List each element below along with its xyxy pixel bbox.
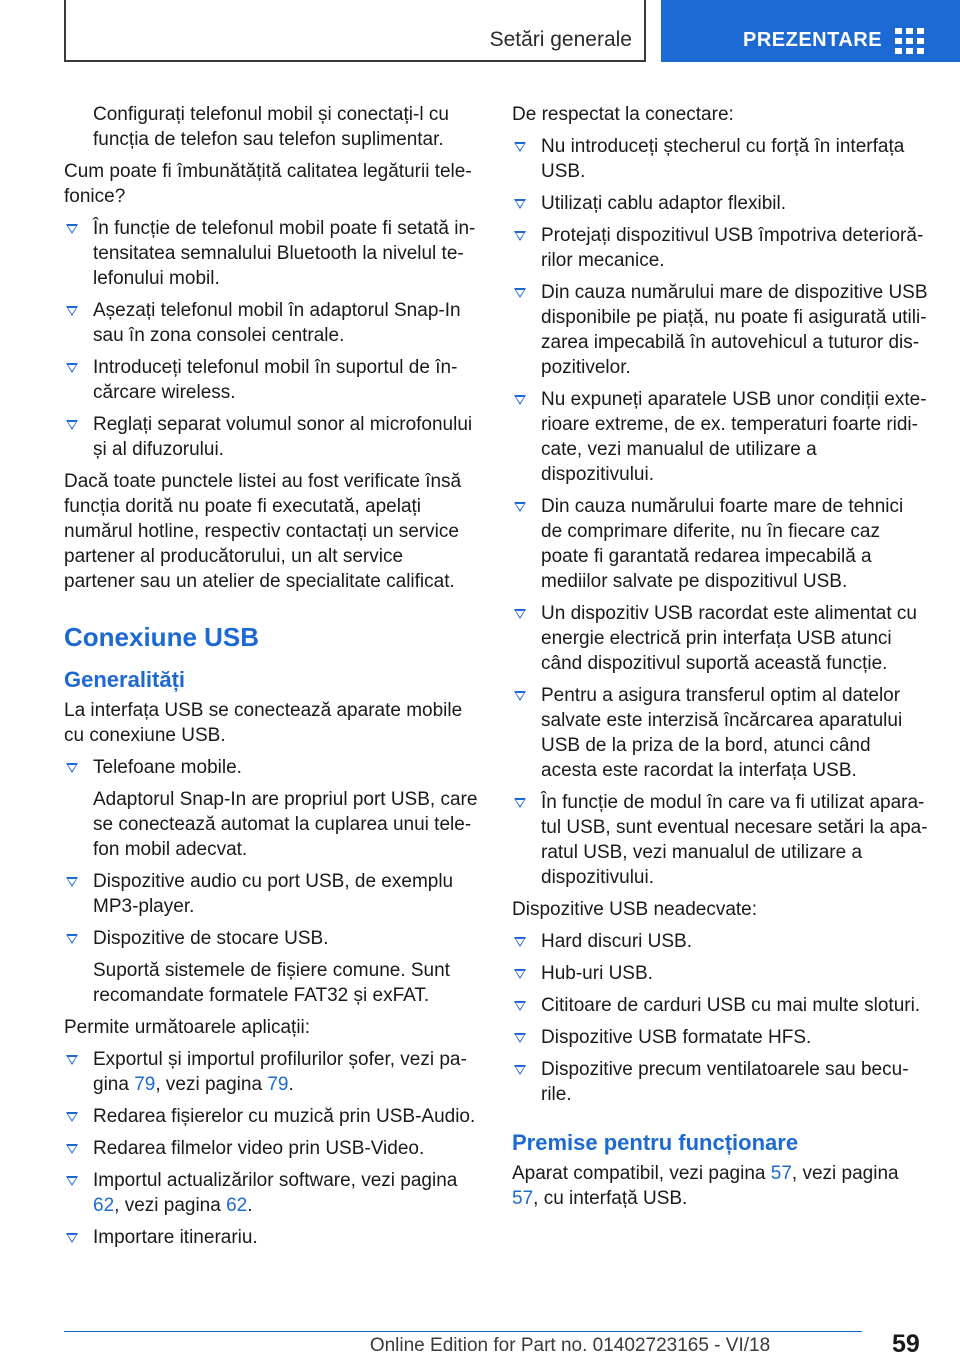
list-item-text: În funcție de telefonul mobil poate fi setată intensitatea semnalului Bluetooth la nivelul telefonului mobil. xyxy=(93,218,476,289)
paragraph-text: , cu interfață USB. xyxy=(533,1188,688,1209)
list-item-text: Nu expuneți aparatele USB unor condiții exterioare extreme, de ex. temperaturi foarte ridicate, vezi manualul de utilizare a dispozitivului. xyxy=(541,389,927,485)
list-item-text: . xyxy=(288,1074,294,1095)
footer-divider xyxy=(64,1331,862,1332)
list-item-text: Dispozitive audio cu port USB, de exemplu MP3-player. xyxy=(93,871,454,917)
paragraph xyxy=(512,1161,928,1211)
list-item xyxy=(64,869,478,919)
list-item xyxy=(512,280,928,380)
list-item-text: Protejați dispozitivul USB împotriva deteriorărilor mecanice. xyxy=(541,225,924,271)
bullet-triangle-icon xyxy=(514,231,526,241)
grid-menu-icon xyxy=(895,28,925,54)
subsection-heading: Premise pentru funcționare xyxy=(512,1130,799,1155)
page-link-57[interactable]: 57 xyxy=(770,1163,792,1184)
list-item-text: Cititoare de carduri USB cu mai multe sloturi. xyxy=(541,995,921,1016)
list-item xyxy=(512,134,928,184)
bullet-triangle-icon xyxy=(514,969,526,979)
section-title: Setări generale xyxy=(489,28,632,51)
left-column xyxy=(64,102,478,1257)
list-item-text: Din cauza numărului foarte mare de tehnici de comprimare diferite, nu în fiecare caz poate fi garantată redarea impecabilă a mediilor salvate pe dispozitivul USB. xyxy=(541,496,904,592)
list-item xyxy=(512,1057,928,1107)
list-item-text: Redarea fișierelor cu muzică prin USB-Audio. xyxy=(93,1106,476,1127)
list-item xyxy=(512,191,928,216)
bullet-triangle-icon xyxy=(514,288,526,298)
list-item-text: Redarea filmelor video prin USB-Video. xyxy=(93,1138,425,1159)
list-item-text: . xyxy=(247,1195,253,1216)
list-item-text: Dispozitive precum ventilatoarele sau becurile. xyxy=(541,1059,909,1105)
paragraph: De respectat la conectare: xyxy=(512,104,734,125)
list-item-text: Exportul și importul profilurilor șofer, vezi pagina xyxy=(93,1049,467,1095)
paragraph-text: Aparat compatibil, vezi pagina xyxy=(512,1163,771,1184)
subsection-heading: Generalități xyxy=(64,667,186,692)
list-item xyxy=(512,683,928,783)
page-link-57[interactable]: 57 xyxy=(512,1188,534,1209)
bullet-triangle-icon xyxy=(514,609,526,619)
list-item xyxy=(64,298,478,348)
list-item xyxy=(512,387,928,487)
paragraph: La interfața USB se conectează aparate mobile cu conexiune USB. xyxy=(64,700,463,746)
paragraph: Configurați telefonul mobil și conectați-l cu funcția de telefon sau telefon suplimentar. xyxy=(93,104,449,150)
list-item xyxy=(512,961,928,986)
bullet-triangle-icon xyxy=(514,798,526,808)
list-item-detail: Suportă sistemele de fișiere comune. Sunt recomandate formatele FAT32 și exFAT. xyxy=(93,960,450,1006)
list-item-text: Reglați separat volumul sonor al microfonului și al difuzorului. xyxy=(93,414,473,460)
bullet-triangle-icon xyxy=(514,691,526,701)
list-item xyxy=(64,755,478,780)
section-heading: Conexiune USB xyxy=(64,622,260,652)
list-item xyxy=(64,1168,478,1218)
list-item xyxy=(64,926,478,951)
list-item-detail: Adaptorul Snap-In are propriul port USB, care se conectează automat la cuplarea unui telefon mobil adecvat. xyxy=(93,789,478,860)
bullet-triangle-icon xyxy=(66,877,78,887)
right-column xyxy=(512,102,928,1218)
list-item xyxy=(512,494,928,594)
list-item xyxy=(64,216,478,291)
chapter-tab[interactable] xyxy=(661,0,960,62)
list-item-text: Hub-uri USB. xyxy=(541,963,653,984)
list-item-text: Așezați telefonul mobil în adaptorul Snap-In sau în zona consolei centrale. xyxy=(93,300,461,346)
page-number: 59 xyxy=(892,1330,920,1358)
list-item-text: Pentru a asigura transferul optim al datelor salvate este interzisă încărcarea aparatului USB de la priza de la bord, atunci când acesta este racordat la interfața USB. xyxy=(541,685,903,781)
header-frame xyxy=(64,0,646,62)
list-item-text: Utilizați cablu adaptor flexibil. xyxy=(541,193,787,214)
list-item xyxy=(512,601,928,676)
list-item xyxy=(64,355,478,405)
bullet-triangle-icon xyxy=(514,142,526,152)
list-item xyxy=(64,1047,478,1097)
bullet-triangle-icon xyxy=(514,395,526,405)
bullet-triangle-icon xyxy=(66,1144,78,1154)
list-item-text: Nu introduceți ștecherul cu forță în interfața USB. xyxy=(541,136,905,182)
list-item xyxy=(64,1225,478,1250)
bullet-triangle-icon xyxy=(66,934,78,944)
paragraph: Permite următoarele aplicații: xyxy=(64,1017,311,1038)
paragraph: Dispozitive USB neadecvate: xyxy=(512,899,758,920)
list-item-text: În funcție de modul în care va fi utilizat aparatul USB, sunt eventual necesare setări la aparatul USB, vezi manualul de utilizare a dispozitivului. xyxy=(541,792,928,888)
chapter-label: PREZENTARE xyxy=(743,29,883,51)
list-item-text: Telefoane mobile. xyxy=(93,757,242,778)
bullet-triangle-icon xyxy=(514,199,526,209)
page-link-62[interactable]: 62 xyxy=(226,1195,248,1216)
list-item xyxy=(512,790,928,890)
list-item-text: , vezi pagina xyxy=(155,1074,268,1095)
paragraph-text: , vezi pagina xyxy=(791,1163,899,1184)
paragraph: Dacă toate punctele listei au fost verificate însă funcția dorită nu poate fi executată, apelați numărul hotline, respectiv contactați un service partener al producătorului, un alt service partener sau un atelier de specialitate calificat. xyxy=(64,471,462,592)
bullet-triangle-icon xyxy=(514,1001,526,1011)
list-item-text: Hard discuri USB. xyxy=(541,931,692,952)
page-link-79[interactable]: 79 xyxy=(267,1074,289,1095)
bullet-triangle-icon xyxy=(514,502,526,512)
bullet-triangle-icon xyxy=(66,1055,78,1065)
bullet-triangle-icon xyxy=(66,224,78,234)
bullet-triangle-icon xyxy=(66,763,78,773)
list-item-text: Un dispozitiv USB racordat este alimentat cu energie electrică prin interfața USB atunci când dispozitivul suportă această funcție. xyxy=(541,603,917,674)
list-item-text: Dispozitive USB formatate HFS. xyxy=(541,1027,812,1048)
bullet-triangle-icon xyxy=(66,363,78,373)
paragraph: Cum poate fi îmbunătățită calitatea legăturii telefonice? xyxy=(64,161,472,207)
list-item-text: Dispozitive de stocare USB. xyxy=(93,928,329,949)
bullet-triangle-icon xyxy=(514,1033,526,1043)
list-item-text: Importare itinerariu. xyxy=(93,1227,258,1248)
footer-edition: Online Edition for Part no. 01402723165 - VI/18 xyxy=(369,1335,771,1356)
bullet-triangle-icon xyxy=(66,1176,78,1186)
list-item-text: Importul actualizărilor software, vezi pagina xyxy=(93,1170,458,1191)
list-item xyxy=(512,1025,928,1050)
list-item xyxy=(64,1104,478,1129)
page-link-79[interactable]: 79 xyxy=(134,1074,156,1095)
bullet-triangle-icon xyxy=(66,420,78,430)
bullet-triangle-icon xyxy=(514,1065,526,1075)
page-link-62[interactable]: 62 xyxy=(93,1195,115,1216)
bullet-triangle-icon xyxy=(66,1233,78,1243)
list-item xyxy=(512,929,928,954)
list-item xyxy=(512,993,928,1018)
list-item-text: , vezi pagina xyxy=(114,1195,227,1216)
list-item-text: Introduceți telefonul mobil în suportul de încărcare wireless. xyxy=(93,357,458,403)
list-item-text: Din cauza numărului mare de dispozitive USB disponibile pe piață, nu poate fi asigurată utilizarea impecabilă în autovehicul a tuturor dispozitivelor. xyxy=(541,282,928,378)
list-item xyxy=(64,1136,478,1161)
list-item xyxy=(64,412,478,462)
bullet-triangle-icon xyxy=(66,306,78,316)
bullet-triangle-icon xyxy=(66,1112,78,1122)
list-item xyxy=(512,223,928,273)
bullet-triangle-icon xyxy=(514,937,526,947)
